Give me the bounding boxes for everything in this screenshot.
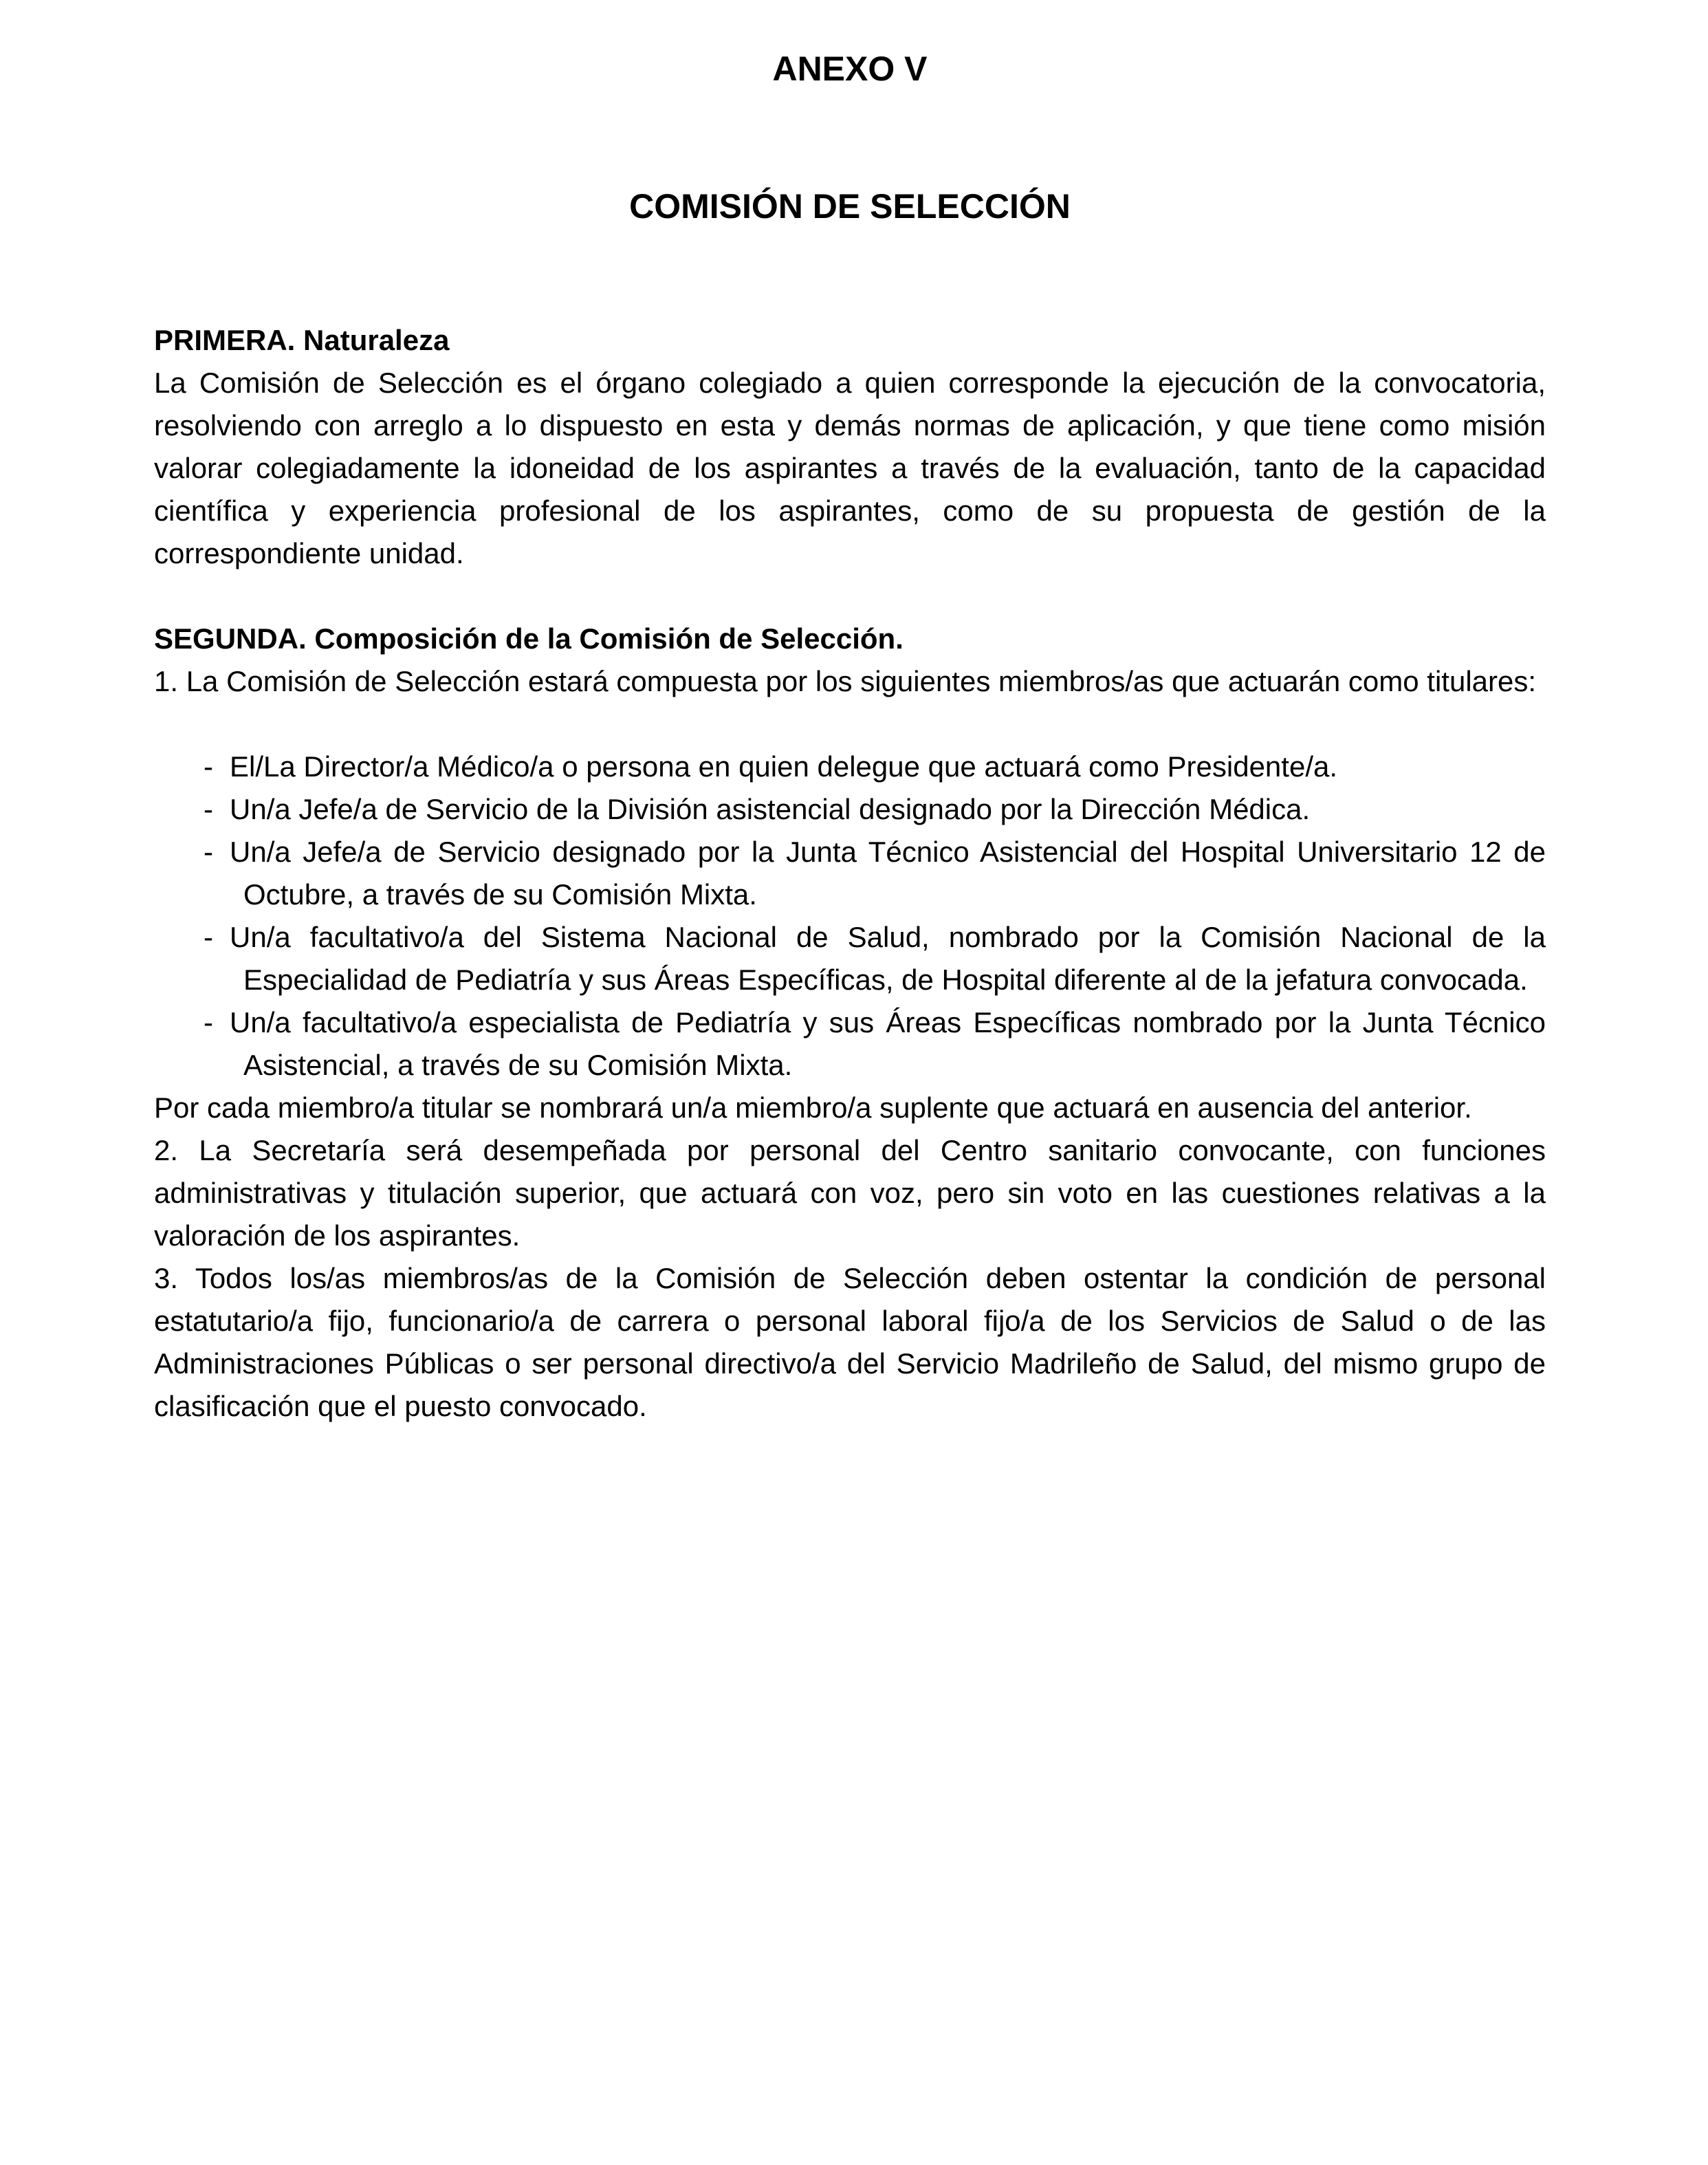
list-item [154,746,1546,788]
primera-paragraph: La Comisión de Selección es el órgano colegiado a quien corresponde la ejecución de la convocatoria, resolviendo con arreglo a lo dispuesto en esta y demás normas de aplicación, y que tiene como misión valorar colegiadamente la idoneidad de los aspirantes a través de la evaluación, tanto de la capacidad científica y experiencia profesional de los aspirantes, como de su propuesta de gestión de la correspondiente unidad. [154,367,1546,569]
substitutes-paragraph: Por cada miembro/a titular se nombrará un/a miembro/a suplente que actuará en ausencia del anterior. [154,1091,1472,1124]
composition-intro: 1. La Comisión de Selección estará compuesta por los siguientes miembros/as que actuarán como titulares: [154,665,1537,697]
bullet-dash: - [204,793,213,825]
list-item [154,1001,1546,1087]
commission-title: COMISIÓN DE SELECCIÓN [629,187,1071,226]
bullet-dash: - [204,750,213,783]
primera-heading: PRIMERA. Naturaleza [154,324,450,356]
secretary-paragraph: 2. La Secretaría será desempeñada por personal del Centro sanitario convocante, con funciones administrativas y titulación superior, que actuará con voz, pero sin voto en las cuestiones relativas a la valoración de los aspirantes. [154,1134,1546,1252]
list-item [154,788,1546,831]
member-text: Un/a facultativo/a especialista de Pediatría y sus Áreas Específicas nombrado por la Junta Técnico Asistencial, a través de su Comisión Mixta. [230,1006,1546,1081]
bullet-dash: - [204,921,213,953]
members-list [154,746,1546,1087]
annex-title: ANEXO V [772,50,928,88]
bullet-dash: - [204,1006,213,1038]
member-text: El/La Director/a Médico/a o persona en quien delegue que actuará como Presidente/a. [230,750,1338,783]
member-text: Un/a facultativo/a del Sistema Nacional de Salud, nombrado por la Comisión Nacional de la Especialidad de Pediatría y sus Áreas Específicas, de Hospital diferente al de la jefatura convocada. [230,921,1546,996]
list-item [154,831,1546,916]
requirements-paragraph: 3. Todos los/as miembros/as de la Comisión de Selección deben ostentar la condición de personal estatutario/a fijo, funcionario/a de carrera o personal laboral fijo/a de los Servicios de Salud o de las Administraciones Públicas o ser personal directivo/a del Servicio Madrileño de Salud, del mismo grupo de clasificación que el puesto convocado. [154,1262,1546,1422]
document-content [154,43,1546,1428]
segunda-heading: SEGUNDA. Composición de la Comisión de Selección. [154,622,904,655]
member-text: Un/a Jefe/a de Servicio designado por la Junta Técnico Asistencial del Hospital Universitario 12 de Octubre, a través de su Comisión Mixta. [230,836,1546,911]
bullet-dash: - [204,836,213,868]
member-text: Un/a Jefe/a de Servicio de la División asistencial designado por la Dirección Médica. [230,793,1311,825]
list-item [154,916,1546,1001]
